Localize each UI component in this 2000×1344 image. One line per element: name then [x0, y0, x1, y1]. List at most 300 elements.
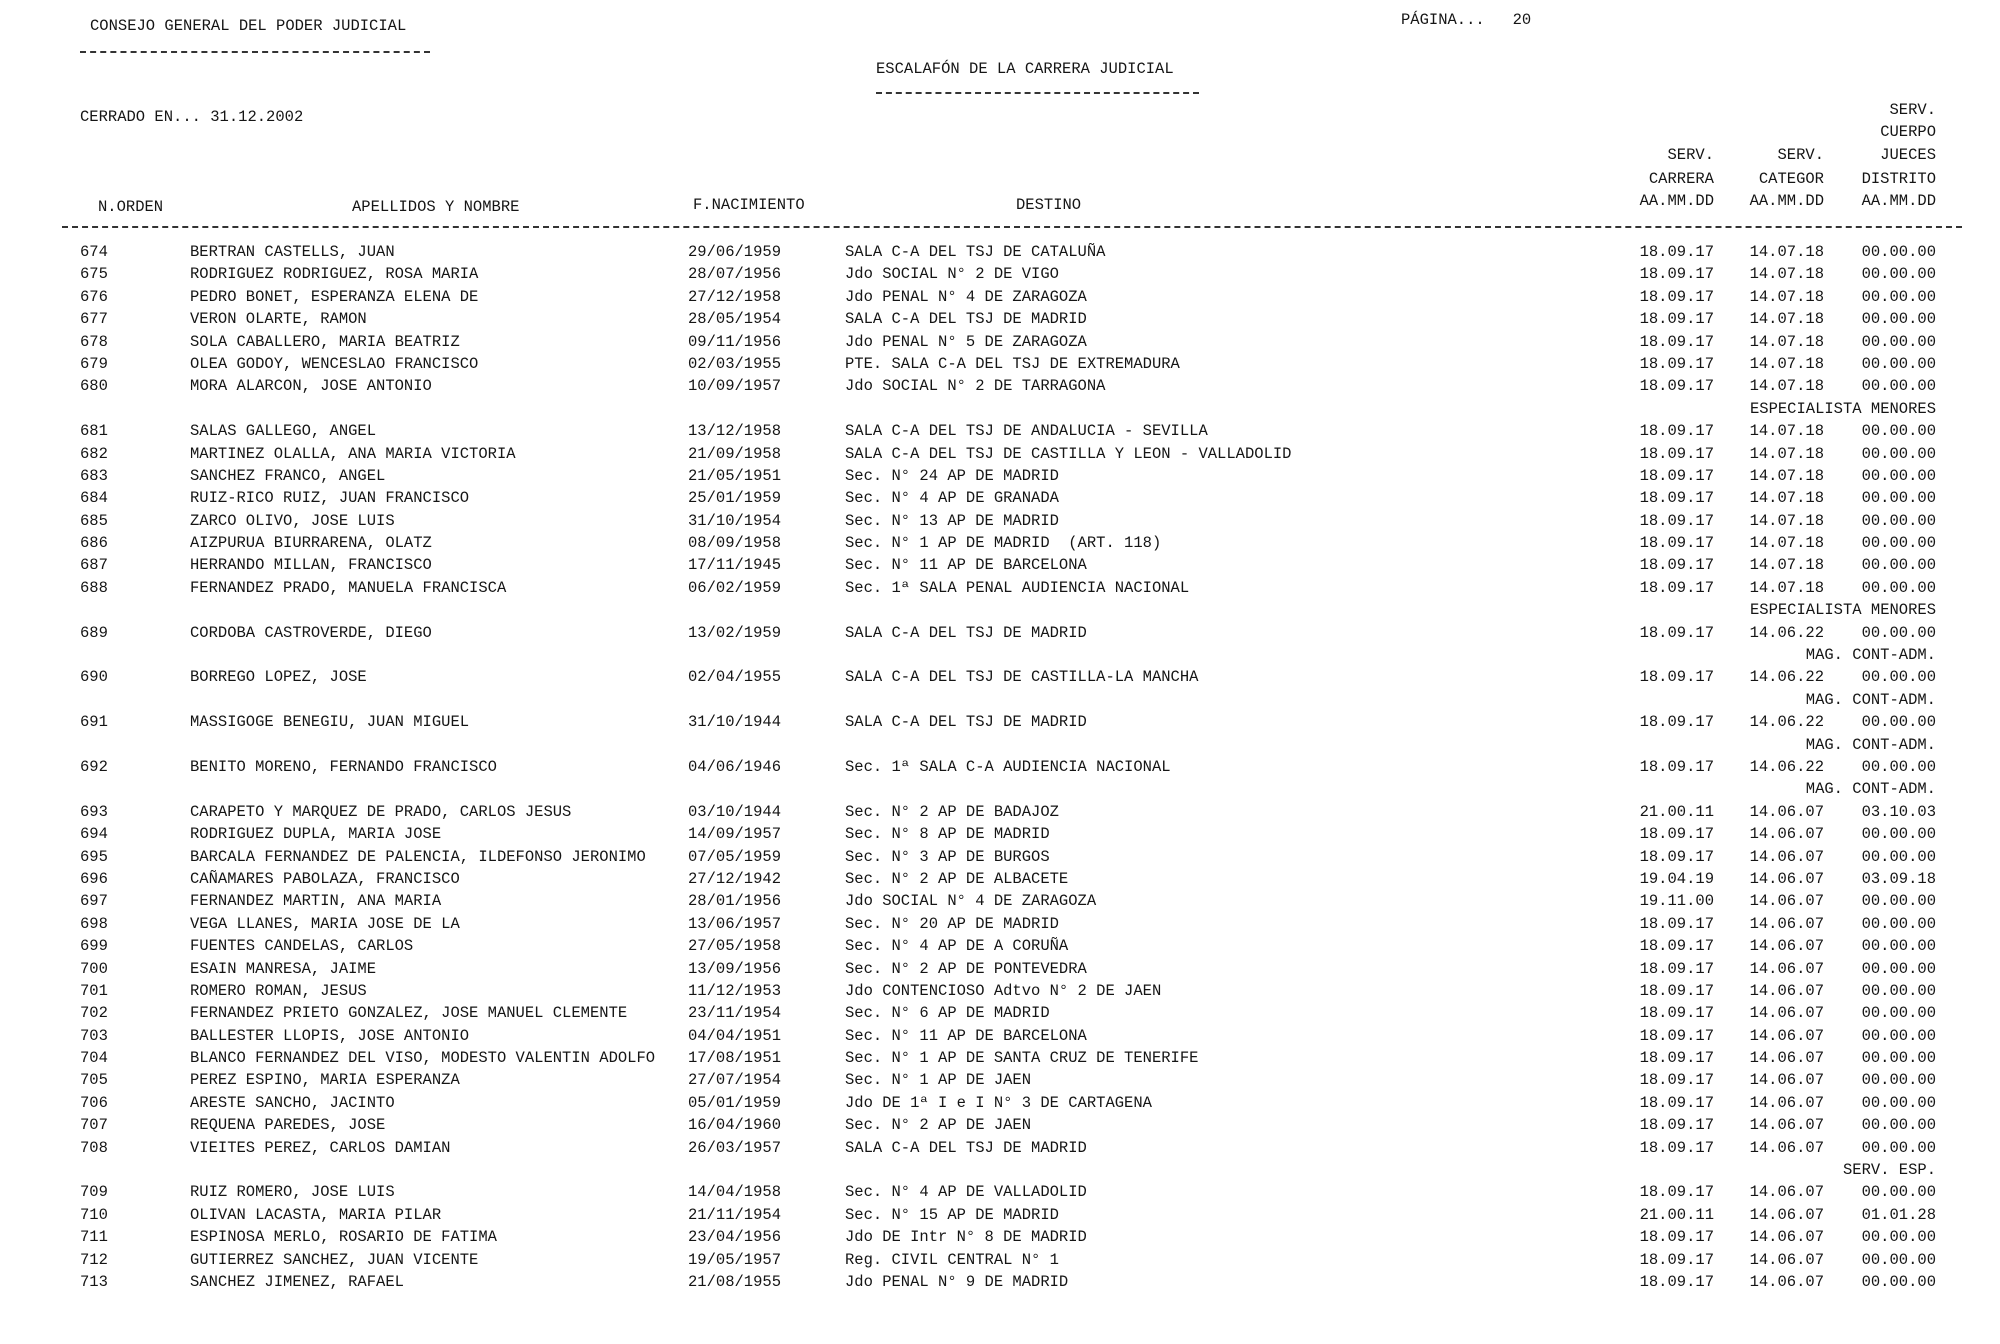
birth-date: 11/12/1953 — [688, 981, 782, 1000]
order-number: 675 — [80, 265, 108, 284]
birth-date: 31/10/1944 — [688, 713, 782, 732]
serv-categoria: 14.06.07 — [1749, 959, 1824, 978]
serv-distrito: 00.00.00 — [1861, 1026, 1936, 1045]
birth-date: 21/08/1955 — [688, 1272, 782, 1291]
serv-categoria: 14.07.18 — [1749, 466, 1824, 485]
serv-carrera: 18.09.17 — [1639, 1049, 1714, 1068]
serv-carrera: 18.09.17 — [1639, 332, 1714, 351]
order-number: 696 — [80, 869, 108, 888]
serv-distrito: 00.00.00 — [1861, 534, 1936, 553]
order-number: 679 — [80, 354, 108, 373]
row-note — [0, 689, 2000, 711]
serv-carrera: 18.09.17 — [1639, 825, 1714, 844]
serv-categoria: 14.07.18 — [1749, 578, 1824, 597]
full-name: VERON OLARTE, RAMON — [190, 310, 367, 329]
destination: Sec. N° 1 AP DE MADRID (ART. 118) — [845, 534, 1162, 553]
col-header-carrera-3: AA.MM.DD — [1639, 192, 1714, 210]
full-name: ESAIN MANRESA, JAIME — [190, 959, 377, 978]
full-name: MASSIGOGE BENEGIU, JUAN MIGUEL — [190, 713, 470, 732]
order-number: 701 — [80, 981, 108, 1000]
table-row — [0, 1226, 2000, 1248]
birth-date: 04/06/1946 — [688, 757, 782, 776]
row-note — [0, 778, 2000, 800]
destination: PTE. SALA C-A DEL TSJ DE EXTREMADURA — [845, 354, 1180, 373]
serv-categoria: 14.06.22 — [1749, 757, 1824, 776]
serv-carrera: 18.09.17 — [1639, 1116, 1714, 1135]
birth-date: 08/09/1958 — [688, 534, 782, 553]
serv-carrera: 18.09.17 — [1639, 489, 1714, 508]
table-row — [0, 846, 2000, 868]
table-row — [0, 241, 2000, 263]
serv-categoria: 14.07.18 — [1749, 556, 1824, 575]
destination: Sec. N° 2 AP DE PONTEVEDRA — [845, 959, 1087, 978]
destination: SALA C-A DEL TSJ DE MADRID — [845, 310, 1087, 329]
serv-distrito: 00.00.00 — [1861, 914, 1936, 933]
note-text: ESPECIALISTA MENORES — [1749, 399, 1936, 418]
col-header-destino: DESTINO — [1016, 196, 1082, 214]
row-note — [0, 1159, 2000, 1181]
destination: Sec. 1ª SALA C-A AUDIENCIA NACIONAL — [845, 757, 1171, 776]
table-row — [0, 666, 2000, 688]
birth-date: 29/06/1959 — [688, 243, 782, 261]
full-name: ARESTE SANCHO, JACINTO — [190, 1093, 395, 1112]
table-row — [0, 935, 2000, 957]
serv-carrera: 18.09.17 — [1639, 1004, 1714, 1023]
serv-categoria: 14.06.07 — [1749, 1228, 1824, 1247]
serv-carrera: 18.09.17 — [1639, 1026, 1714, 1045]
serv-distrito: 03.10.03 — [1861, 802, 1936, 821]
full-name: BARCALA FERNANDEZ DE PALENCIA, ILDEFONSO JERONIMO — [190, 847, 646, 866]
order-number: 699 — [80, 937, 108, 956]
row-note — [0, 734, 2000, 756]
serv-carrera: 18.09.17 — [1639, 757, 1714, 776]
birth-date: 21/11/1954 — [688, 1205, 782, 1224]
order-number: 706 — [80, 1093, 108, 1112]
serv-distrito: 00.00.00 — [1861, 444, 1936, 463]
table-row — [0, 1114, 2000, 1136]
birth-date: 14/09/1957 — [688, 825, 782, 844]
serv-categoria: 14.06.07 — [1749, 892, 1824, 911]
serv-categoria: 14.06.07 — [1749, 1093, 1824, 1112]
serv-distrito: 00.00.00 — [1861, 310, 1936, 329]
row-note — [0, 644, 2000, 666]
full-name: SANCHEZ JIMENEZ, RAFAEL — [190, 1272, 404, 1291]
serv-distrito: 00.00.00 — [1861, 287, 1936, 306]
order-number: 693 — [80, 802, 108, 821]
col-header-categor-2: CATEGOR — [1758, 170, 1824, 188]
table-row — [0, 1002, 2000, 1024]
serv-categoria: 14.06.07 — [1749, 1071, 1824, 1090]
header-divider — [62, 226, 1962, 228]
page-indicator — [1401, 10, 1531, 30]
full-name: RODRIGUEZ RODRIGUEZ, ROSA MARIA — [190, 265, 479, 284]
serv-carrera: 18.09.17 — [1639, 1183, 1714, 1202]
full-name: AIZPURUA BIURRARENA, OLATZ — [190, 534, 432, 553]
serv-carrera: 18.09.17 — [1639, 623, 1714, 642]
destination: Sec. 1ª SALA PENAL AUDIENCIA NACIONAL — [845, 578, 1190, 597]
birth-date: 02/04/1955 — [688, 668, 782, 687]
serv-categoria: 14.07.18 — [1749, 332, 1824, 351]
serv-distrito: 00.00.00 — [1861, 668, 1936, 687]
col-header-carrera-2: CARRERA — [1648, 170, 1714, 188]
birth-date: 21/05/1951 — [688, 466, 782, 485]
col-header-categor-3: AA.MM.DD — [1749, 192, 1824, 210]
table-row — [0, 958, 2000, 980]
serv-distrito: 00.00.00 — [1861, 1183, 1936, 1202]
table-row — [0, 465, 2000, 487]
serv-distrito: 00.00.00 — [1861, 354, 1936, 373]
col-header-categor-1: SERV. — [1777, 146, 1824, 164]
table-row — [0, 554, 2000, 576]
birth-date: 21/09/1958 — [688, 444, 782, 463]
serv-categoria: 14.06.22 — [1749, 623, 1824, 642]
table-row — [0, 353, 2000, 375]
destination: Jdo SOCIAL N° 2 DE TARRAGONA — [845, 377, 1106, 396]
serv-categoria: 14.07.18 — [1749, 265, 1824, 284]
full-name: BERTRAN CASTELLS, JUAN — [190, 243, 395, 261]
birth-date: 26/03/1957 — [688, 1138, 782, 1157]
order-number: 698 — [80, 914, 108, 933]
birth-date: 13/02/1959 — [688, 623, 782, 642]
serv-categoria: 14.06.07 — [1749, 1026, 1824, 1045]
destination: Sec. N° 15 AP DE MADRID — [845, 1205, 1059, 1224]
serv-distrito: 00.00.00 — [1861, 1071, 1936, 1090]
order-number: 700 — [80, 959, 108, 978]
table-row — [0, 263, 2000, 285]
full-name: CARAPETO Y MARQUEZ DE PRADO, CARLOS JESUS — [190, 802, 572, 821]
table-row — [0, 487, 2000, 509]
full-name: FERNANDEZ PRIETO GONZALEZ, JOSE MANUEL CLEMENTE — [190, 1004, 628, 1023]
full-name: FERNANDEZ MARTIN, ANA MARIA — [190, 892, 442, 911]
table-row — [0, 510, 2000, 532]
serv-distrito: 03.09.18 — [1861, 869, 1936, 888]
serv-categoria: 14.06.07 — [1749, 802, 1824, 821]
destination: Sec. N° 4 AP DE GRANADA — [845, 489, 1059, 508]
serv-distrito: 00.00.00 — [1861, 489, 1936, 508]
birth-date: 17/11/1945 — [688, 556, 782, 575]
serv-distrito: 00.00.00 — [1861, 937, 1936, 956]
serv-carrera: 18.09.17 — [1639, 914, 1714, 933]
serv-distrito: 00.00.00 — [1861, 713, 1936, 732]
serv-categoria: 14.06.07 — [1749, 1183, 1824, 1202]
note-text: MAG. CONT-ADM. — [1805, 780, 1936, 799]
order-number: 689 — [80, 623, 108, 642]
serv-carrera: 18.09.17 — [1639, 1272, 1714, 1291]
serv-categoria: 14.07.18 — [1749, 354, 1824, 373]
serv-categoria: 14.06.07 — [1749, 1272, 1824, 1291]
note-text: MAG. CONT-ADM. — [1805, 690, 1936, 709]
serv-carrera: 21.00.11 — [1639, 1205, 1714, 1224]
serv-categoria: 14.07.18 — [1749, 287, 1824, 306]
serv-categoria: 14.06.07 — [1749, 847, 1824, 866]
col-header-distrito-2: CUERPO — [1880, 123, 1936, 141]
serv-carrera: 18.09.17 — [1639, 713, 1714, 732]
serv-distrito: 00.00.00 — [1861, 1272, 1936, 1291]
note-text: MAG. CONT-ADM. — [1805, 646, 1936, 665]
table-row — [0, 532, 2000, 554]
serv-categoria: 14.06.07 — [1749, 914, 1824, 933]
full-name: PEREZ ESPINO, MARIA ESPERANZA — [190, 1071, 460, 1090]
table-row — [0, 801, 2000, 823]
birth-date: 04/04/1951 — [688, 1026, 782, 1045]
destination: Jdo DE Intr N° 8 DE MADRID — [845, 1228, 1087, 1247]
serv-carrera: 18.09.17 — [1639, 668, 1714, 687]
table-row — [0, 308, 2000, 330]
table-row — [0, 1204, 2000, 1226]
serv-distrito: 00.00.00 — [1861, 1004, 1936, 1023]
order-number: 708 — [80, 1138, 108, 1157]
order-number: 707 — [80, 1116, 108, 1135]
serv-carrera: 18.09.17 — [1639, 534, 1714, 553]
order-number: 694 — [80, 825, 108, 844]
document-title: ESCALAFÓN DE LA CARRERA JUDICIAL — [876, 60, 1174, 78]
order-number: 677 — [80, 310, 108, 329]
serv-distrito: 00.00.00 — [1861, 981, 1936, 1000]
birth-date: 03/10/1944 — [688, 802, 782, 821]
order-number: 691 — [80, 713, 108, 732]
full-name: OLEA GODOY, WENCESLAO FRANCISCO — [190, 354, 479, 373]
col-header-distrito-1: SERV. — [1889, 101, 1936, 119]
serv-distrito: 00.00.00 — [1861, 1049, 1936, 1068]
col-header-distrito-5: AA.MM.DD — [1861, 192, 1936, 210]
serv-carrera: 18.09.17 — [1639, 466, 1714, 485]
destination: Sec. N° 4 AP DE VALLADOLID — [845, 1183, 1087, 1202]
serv-carrera: 18.09.17 — [1639, 937, 1714, 956]
full-name: BORREGO LOPEZ, JOSE — [190, 668, 367, 687]
note-text: SERV. ESP. — [1842, 1161, 1936, 1180]
full-name: SOLA CABALLERO, MARIA BEATRIZ — [190, 332, 460, 351]
destination: Sec. N° 11 AP DE BARCELONA — [845, 556, 1087, 575]
serv-distrito: 00.00.00 — [1861, 578, 1936, 597]
destination: SALA C-A DEL TSJ DE MADRID — [845, 1138, 1087, 1157]
order-number: 712 — [80, 1250, 108, 1269]
destination: Jdo SOCIAL N° 4 DE ZARAGOZA — [845, 892, 1097, 911]
order-number: 697 — [80, 892, 108, 911]
serv-categoria: 14.07.18 — [1749, 422, 1824, 441]
table-row — [0, 823, 2000, 845]
full-name: RUIZ ROMERO, JOSE LUIS — [190, 1183, 395, 1202]
destination: Jdo PENAL N° 5 DE ZARAGOZA — [845, 332, 1087, 351]
birth-date: 28/05/1954 — [688, 310, 782, 329]
table-row — [0, 577, 2000, 599]
full-name: CORDOBA CASTROVERDE, DIEGO — [190, 623, 432, 642]
table-row — [0, 711, 2000, 733]
birth-date: 07/05/1959 — [688, 847, 782, 866]
destination: Sec. N° 24 AP DE MADRID — [845, 466, 1059, 485]
table-row — [0, 1181, 2000, 1203]
destination: Sec. N° 4 AP DE A CORUÑA — [845, 937, 1069, 956]
destination: Jdo CONTENCIOSO Adtvo N° 2 DE JAEN — [845, 981, 1162, 1000]
full-name: REQUENA PAREDES, JOSE — [190, 1116, 386, 1135]
serv-categoria: 14.07.18 — [1749, 377, 1824, 396]
destination: Reg. CIVIL CENTRAL N° 1 — [845, 1250, 1059, 1269]
table-row — [0, 622, 2000, 644]
full-name: VIEITES PEREZ, CARLOS DAMIAN — [190, 1138, 451, 1157]
birth-date: 13/12/1958 — [688, 422, 782, 441]
destination: Jdo DE 1ª I e I N° 3 DE CARTAGENA — [845, 1093, 1152, 1112]
serv-categoria: 14.07.18 — [1749, 444, 1824, 463]
serv-distrito: 00.00.00 — [1861, 377, 1936, 396]
order-number: 703 — [80, 1026, 108, 1045]
order-number: 678 — [80, 332, 108, 351]
full-name: PEDRO BONET, ESPERANZA ELENA DE — [190, 287, 479, 306]
serv-carrera: 18.09.17 — [1639, 1228, 1714, 1247]
serv-categoria: 14.06.07 — [1749, 1250, 1824, 1269]
serv-categoria: 14.06.07 — [1749, 1138, 1824, 1157]
order-number: 710 — [80, 1205, 108, 1224]
serv-carrera: 18.09.17 — [1639, 1138, 1714, 1157]
order-number: 709 — [80, 1183, 108, 1202]
serv-carrera: 18.09.17 — [1639, 354, 1714, 373]
destination: SALA C-A DEL TSJ DE CATALUÑA — [845, 243, 1106, 261]
table-row — [0, 1092, 2000, 1114]
table-row — [0, 756, 2000, 778]
divider — [80, 51, 430, 53]
serv-categoria: 14.07.18 — [1749, 534, 1824, 553]
destination: Sec. N° 3 AP DE BURGOS — [845, 847, 1050, 866]
serv-distrito: 00.00.00 — [1861, 243, 1936, 261]
page-label: PÁGINA... — [1401, 11, 1485, 29]
order-number: 687 — [80, 556, 108, 575]
serv-categoria: 14.06.07 — [1749, 1004, 1824, 1023]
destination: Jdo SOCIAL N° 2 DE VIGO — [845, 265, 1059, 284]
table-row — [0, 375, 2000, 397]
destination: Sec. N° 8 AP DE MADRID — [845, 825, 1050, 844]
birth-date: 28/01/1956 — [688, 892, 782, 911]
serv-carrera: 18.09.17 — [1639, 377, 1714, 396]
order-number: 711 — [80, 1228, 108, 1247]
serv-distrito: 00.00.00 — [1861, 1138, 1936, 1157]
serv-distrito: 00.00.00 — [1861, 825, 1936, 844]
col-header-distrito-4: DISTRITO — [1861, 170, 1936, 188]
table-row — [0, 443, 2000, 465]
serv-carrera: 18.09.17 — [1639, 265, 1714, 284]
full-name: FERNANDEZ PRADO, MANUELA FRANCISCA — [190, 578, 507, 597]
serv-carrera: 18.09.17 — [1639, 578, 1714, 597]
col-header-nacimiento: F.NACIMIENTO — [693, 196, 805, 214]
serv-carrera: 18.09.17 — [1639, 1093, 1714, 1112]
full-name: BENITO MORENO, FERNANDO FRANCISCO — [190, 757, 497, 776]
table-row — [0, 1025, 2000, 1047]
full-name: ZARCO OLIVO, JOSE LUIS — [190, 511, 395, 530]
serv-carrera: 18.09.17 — [1639, 959, 1714, 978]
serv-carrera: 18.09.17 — [1639, 422, 1714, 441]
serv-categoria: 14.06.22 — [1749, 713, 1824, 732]
serv-categoria: 14.06.07 — [1749, 1205, 1824, 1224]
col-header-nombre: APELLIDOS Y NOMBRE — [352, 198, 520, 216]
serv-distrito: 00.00.00 — [1861, 1250, 1936, 1269]
order-number: 702 — [80, 1004, 108, 1023]
full-name: GUTIERREZ SANCHEZ, JUAN VICENTE — [190, 1250, 479, 1269]
serv-carrera: 18.09.17 — [1639, 310, 1714, 329]
serv-categoria: 14.07.18 — [1749, 310, 1824, 329]
order-number: 682 — [80, 444, 108, 463]
birth-date: 13/06/1957 — [688, 914, 782, 933]
birth-date: 27/07/1954 — [688, 1071, 782, 1090]
full-name: ESPINOSA MERLO, ROSARIO DE FATIMA — [190, 1228, 497, 1247]
birth-date: 13/09/1956 — [688, 959, 782, 978]
table-row — [0, 1069, 2000, 1091]
full-name: VEGA LLANES, MARIA JOSE DE LA — [190, 914, 460, 933]
serv-categoria: 14.06.22 — [1749, 668, 1824, 687]
birth-date: 16/04/1960 — [688, 1116, 782, 1135]
order-number: 686 — [80, 534, 108, 553]
serv-carrera: 18.09.17 — [1639, 981, 1714, 1000]
order-number: 684 — [80, 489, 108, 508]
col-header-distrito-3: JUECES — [1880, 146, 1936, 164]
birth-date: 14/04/1958 — [688, 1183, 782, 1202]
serv-carrera: 18.09.17 — [1639, 444, 1714, 463]
full-name: BLANCO FERNANDEZ DEL VISO, MODESTO VALENTIN ADOLFO — [190, 1049, 656, 1068]
birth-date: 27/12/1958 — [688, 287, 782, 306]
table-row — [0, 980, 2000, 1002]
serv-carrera: 18.09.17 — [1639, 1071, 1714, 1090]
full-name: SANCHEZ FRANCO, ANGEL — [190, 466, 386, 485]
serv-carrera: 21.00.11 — [1639, 802, 1714, 821]
birth-date: 27/12/1942 — [688, 869, 782, 888]
birth-date: 23/11/1954 — [688, 1004, 782, 1023]
order-number: 713 — [80, 1272, 108, 1291]
serv-carrera: 18.09.17 — [1639, 511, 1714, 530]
destination: SALA C-A DEL TSJ DE MADRID — [845, 713, 1087, 732]
destination: Sec. N° 1 AP DE JAEN — [845, 1071, 1032, 1090]
table-row — [0, 420, 2000, 442]
order-number: 690 — [80, 668, 108, 687]
destination: Sec. N° 11 AP DE BARCELONA — [845, 1026, 1087, 1045]
destination: SALA C-A DEL TSJ DE ANDALUCIA - SEVILLA — [845, 422, 1208, 441]
order-number: 676 — [80, 287, 108, 306]
birth-date: 06/02/1959 — [688, 578, 782, 597]
serv-distrito: 00.00.00 — [1861, 265, 1936, 284]
order-number: 704 — [80, 1049, 108, 1068]
closed-date-value: 31.12.2002 — [210, 108, 304, 126]
closing-date — [80, 107, 303, 127]
full-name: CAÑAMARES PABOLAZA, FRANCISCO — [190, 869, 460, 888]
table-row — [0, 331, 2000, 353]
serv-categoria: 14.06.07 — [1749, 1049, 1824, 1068]
divider — [876, 92, 1199, 94]
serv-carrera: 19.04.19 — [1639, 869, 1714, 888]
full-name: FUENTES CANDELAS, CARLOS — [190, 937, 414, 956]
destination: Sec. N° 20 AP DE MADRID — [845, 914, 1059, 933]
destination: Sec. N° 2 AP DE BADAJOZ — [845, 802, 1059, 821]
note-text: MAG. CONT-ADM. — [1805, 735, 1936, 754]
table-row — [0, 1271, 2000, 1293]
page-number: 20 — [1512, 11, 1532, 29]
full-name: HERRANDO MILLAN, FRANCISCO — [190, 556, 432, 575]
serv-distrito: 00.00.00 — [1861, 959, 1936, 978]
serv-distrito: 00.00.00 — [1861, 892, 1936, 911]
serv-distrito: 00.00.00 — [1861, 1093, 1936, 1112]
serv-carrera: 18.09.17 — [1639, 287, 1714, 306]
serv-carrera: 18.09.17 — [1639, 556, 1714, 575]
full-name: MARTINEZ OLALLA, ANA MARIA VICTORIA — [190, 444, 516, 463]
col-header-orden: N.ORDEN — [98, 198, 164, 216]
row-note — [0, 398, 2000, 420]
serv-categoria: 14.06.07 — [1749, 981, 1824, 1000]
destination: Sec. N° 2 AP DE ALBACETE — [845, 869, 1069, 888]
order-number: 685 — [80, 511, 108, 530]
order-number: 692 — [80, 757, 108, 776]
serv-distrito: 01.01.28 — [1861, 1205, 1936, 1224]
serv-distrito: 00.00.00 — [1861, 466, 1936, 485]
order-number: 688 — [80, 578, 108, 597]
birth-date: 25/01/1959 — [688, 489, 782, 508]
birth-date: 10/09/1957 — [688, 377, 782, 396]
birth-date: 31/10/1954 — [688, 511, 782, 530]
destination: SALA C-A DEL TSJ DE CASTILLA-LA MANCHA — [845, 668, 1199, 687]
birth-date: 09/11/1956 — [688, 332, 782, 351]
